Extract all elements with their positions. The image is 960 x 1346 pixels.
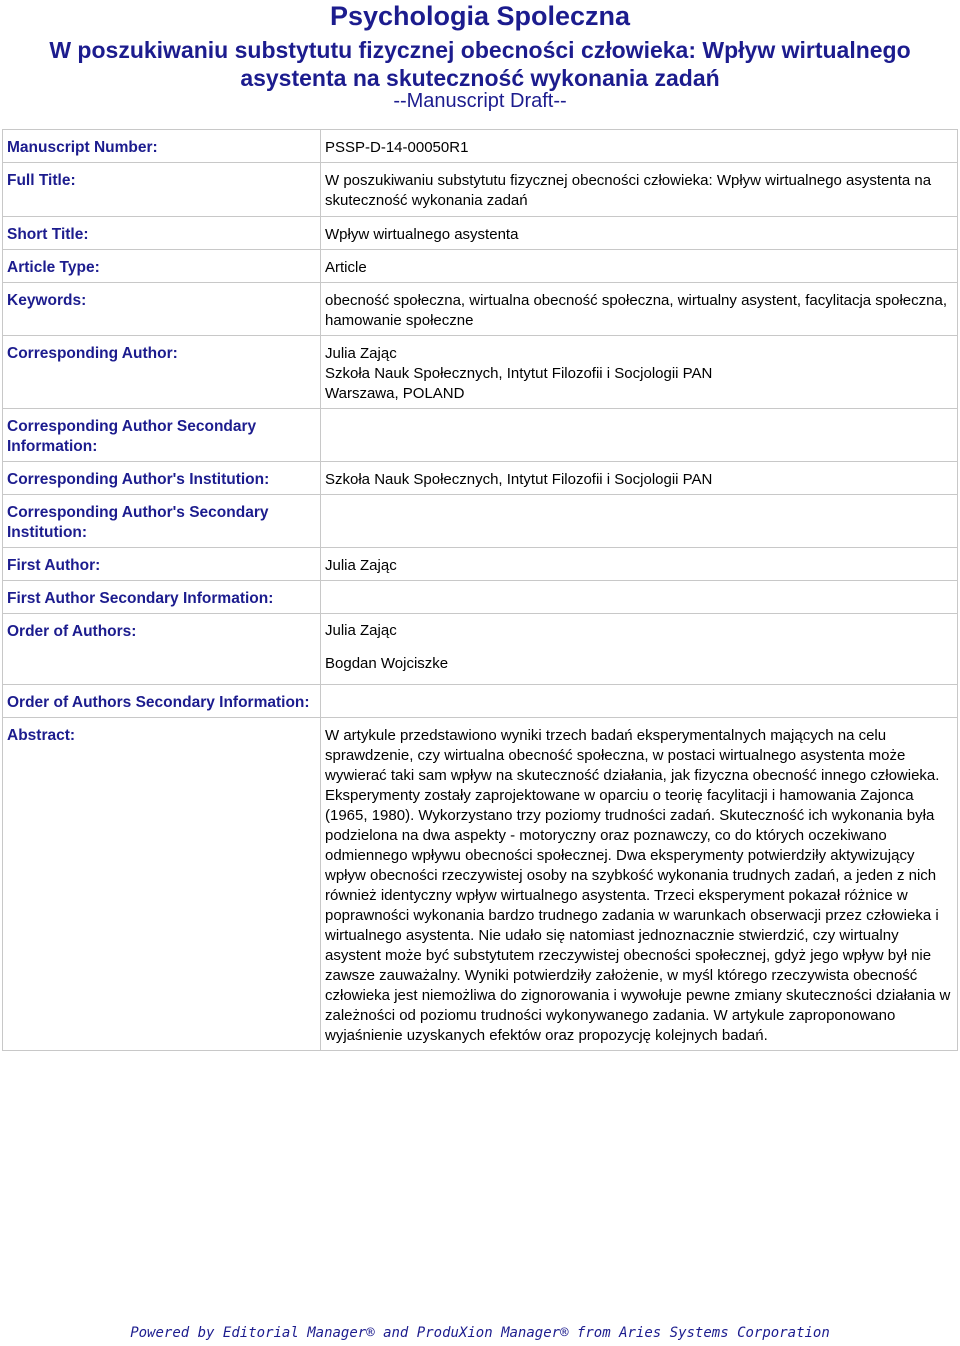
- corresponding-author-institution: Szkoła Nauk Społecznych, Intytut Filozofii i Socjologii PAN: [325, 365, 713, 382]
- value-full-title: W poszukiwaniu substytutu fizycznej obecności człowieka: Wpływ wirtualnego asystenta na skuteczność wykonania zadań: [321, 163, 958, 217]
- label-order-of-authors-secondary: Order of Authors Secondary Information:: [3, 685, 321, 718]
- value-first-author: Julia Zając: [321, 548, 958, 581]
- value-corresponding-author: [321, 336, 958, 409]
- value-corresponding-author-institution: Szkoła Nauk Społecznych, Intytut Filozofii i Socjologii PAN: [321, 462, 958, 495]
- row-first-author-secondary: [3, 581, 958, 614]
- row-abstract: [3, 718, 958, 1051]
- row-manuscript-number: [3, 130, 958, 163]
- value-corresponding-author-secondary: [321, 409, 958, 462]
- corresponding-author-location: Warszawa, POLAND: [325, 385, 465, 402]
- label-corresponding-author-institution: Corresponding Author's Institution:: [3, 462, 321, 495]
- journal-name: Psychologia Spoleczna: [329, 1, 631, 31]
- row-corresponding-author: [3, 336, 958, 409]
- label-keywords: Keywords:: [3, 283, 321, 336]
- row-first-author: [3, 548, 958, 581]
- draft-label: --Manuscript Draft--: [393, 90, 567, 112]
- label-order-of-authors: Order of Authors:: [3, 614, 321, 685]
- value-keywords: obecność społeczna, wirtualna obecność społeczna, wirtualny asystent, facylitacja społeczna, hamowanie społeczne: [321, 283, 958, 336]
- value-abstract: W artykule przedstawiono wyniki trzech badań eksperymentalnych mających na celu sprawdzenie, czy wirtualna obecność społeczna, w postaci wirtualnego asystenta może wywierać taki sam wpływ na skuteczność działania, jak fizyczna obecność innego człowieka. Eksperymenty zostały zaprojektowane w oparciu o teorię facylitacji i hamowania Zajonca (1965, 1980). Wykorzystano trzy poziomy trudności zadań. Skuteczność ich wykonania była podzielona na dwa aspekty - motoryczny oraz poznawczy, co do których oczekiwano odmiennego wpływu obecności społecznej. Dwa eksperymenty potwierdziły aktywizujący wpływ obecności rzeczywistej osoby na szybkość wykonania trudnych zadań, a jeden z nich również identyczny wpływ wirtualnego asystenta. Trzeci eksperyment pokazał różnice w poprawności wykonania bardzo trudnego zadania w warunkach obserwacji przez człowieka i wirtualnego asystenta. Nie udało się natomiast jednoznacznie stwierdzić, czy wirtualny asystent może być substytutem rzeczywistej obecności społecznej, gdyż jego wpływ był nie zawsze zauważalny. Wyniki potwierdziły założenie, w myśl którego rzeczywista obecność człowieka jest niemożliwa do zignorowania i wywołuje pewne zmiany skuteczności działania w zależności od poziomu trudności wykonywanego zadania. W artykule zaproponowano wyjaśnienie uzyskanych efektów oraz propozycję kolejnych badań.: [321, 718, 958, 1051]
- row-article-type: [3, 250, 958, 283]
- value-order-of-authors-secondary: [321, 685, 958, 718]
- label-short-title: Short Title:: [3, 217, 321, 250]
- row-corresponding-author-secondary: [3, 409, 958, 462]
- label-article-type: Article Type:: [3, 250, 321, 283]
- value-manuscript-number: PSSP-D-14-00050R1: [321, 130, 958, 163]
- row-corresponding-author-secondary-institution: [3, 495, 958, 548]
- label-corresponding-author-secondary: Corresponding Author Secondary Information:: [3, 409, 321, 462]
- row-short-title: [3, 217, 958, 250]
- footer-credit: Powered by Editorial Manager® and ProduXion Manager® from Aries Systems Corporation: [130, 1325, 830, 1341]
- author-item: Bogdan Wojciszke: [325, 655, 449, 672]
- label-abstract: Abstract:: [3, 718, 321, 1051]
- row-keywords: [3, 283, 958, 336]
- label-corresponding-author: Corresponding Author:: [3, 336, 321, 409]
- corresponding-author-name: Julia Zając: [325, 345, 397, 362]
- label-manuscript-number: Manuscript Number:: [3, 130, 321, 163]
- label-first-author: First Author:: [3, 548, 321, 581]
- value-first-author-secondary: [321, 581, 958, 614]
- author-item: Julia Zając: [325, 622, 397, 639]
- row-corresponding-author-institution: [3, 462, 958, 495]
- row-order-of-authors-secondary: [3, 685, 958, 718]
- value-corresponding-author-secondary-institution: [321, 495, 958, 548]
- label-corresponding-author-secondary-institution: Corresponding Author's Secondary Institution:: [3, 495, 321, 548]
- row-order-of-authors: [3, 614, 958, 685]
- value-order-of-authors: [321, 614, 958, 685]
- manuscript-details-table: [2, 129, 958, 1051]
- manuscript-title: W poszukiwaniu substytutu fizycznej obecności człowieka: Wpływ wirtualnego asystenta na skuteczność wykonania zadań: [49, 37, 911, 91]
- row-full-title: [3, 163, 958, 217]
- value-short-title: Wpływ wirtualnego asystenta: [321, 217, 958, 250]
- value-article-type: Article: [321, 250, 958, 283]
- label-first-author-secondary: First Author Secondary Information:: [3, 581, 321, 614]
- label-full-title: Full Title:: [3, 163, 321, 217]
